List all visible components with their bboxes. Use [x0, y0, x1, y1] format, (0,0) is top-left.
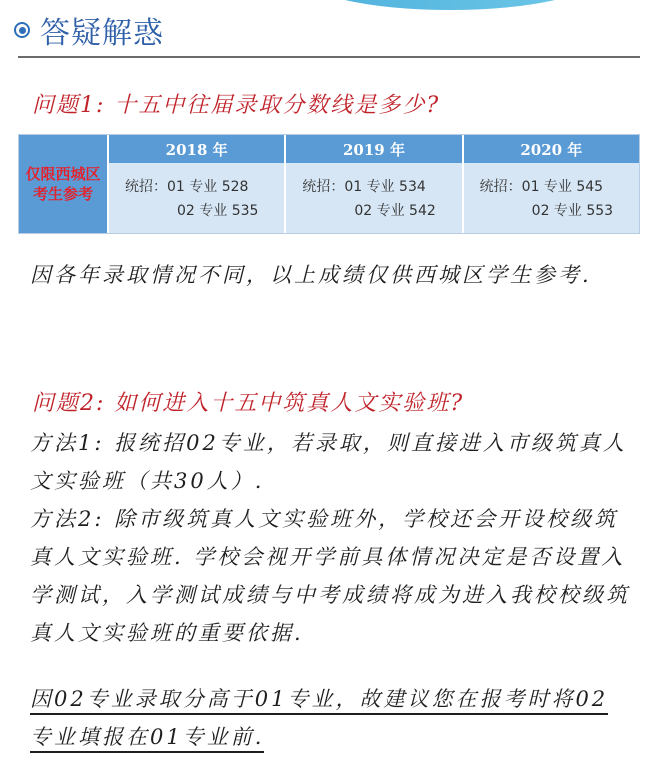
year-column-2019 — [284, 135, 461, 233]
page-title: 答疑解惑 — [40, 16, 164, 51]
score-line-02: 02 专业 535 — [177, 203, 259, 219]
year-scores — [109, 163, 284, 233]
year-column-2018 — [107, 135, 284, 233]
score-table — [18, 134, 640, 234]
year-header: 2020 年 — [464, 135, 639, 163]
section-header — [14, 6, 164, 54]
score-line-01: 统招：01 专业 534 — [302, 179, 426, 195]
bullet-icon — [14, 22, 30, 38]
score-line-01: 统招：01 专业 528 — [125, 179, 249, 195]
question-2-title: 问题2: 如何进入十五中筑真人文实验班? — [32, 391, 465, 416]
header-divider — [18, 56, 640, 58]
score-note: 因各年录取情况不同，以上成绩仅供西城区学生参考. — [30, 263, 592, 287]
score-line-02: 02 专业 542 — [354, 203, 436, 219]
decorative-arc — [300, 0, 600, 10]
year-scores — [286, 163, 461, 233]
year-scores — [464, 163, 639, 233]
score-line-01: 统招：01 专业 545 — [479, 179, 604, 195]
advice-text — [30, 680, 630, 756]
year-header: 2018 年 — [109, 135, 284, 163]
table-side-label: 仅限西城区考生参考 — [19, 135, 107, 233]
method-2-text: 方法2: 除市级筑真人文实验班外，学校还会开设校级筑真人文实验班. 学校会视开学前具体情况决定是否设置入学测试，入学测试成绩与中考成绩将成为进入我校校级筑真人文实验班的重要依据. — [30, 507, 630, 645]
method-1-text: 方法1: 报统招02专业，若录取，则直接进入市级筑真人文实验班（共30人）. — [30, 431, 627, 493]
question-1-title: 问题1: 十五中往届录取分数线是多少? — [32, 93, 441, 118]
score-line-02: 02 专业 553 — [531, 203, 614, 219]
year-column-2020 — [462, 135, 639, 233]
year-header: 2019 年 — [286, 135, 461, 163]
advice-underlined: 因02专业录取分高于01专业，故建议您在报考时将02专业填报在01专业前. — [30, 687, 608, 753]
